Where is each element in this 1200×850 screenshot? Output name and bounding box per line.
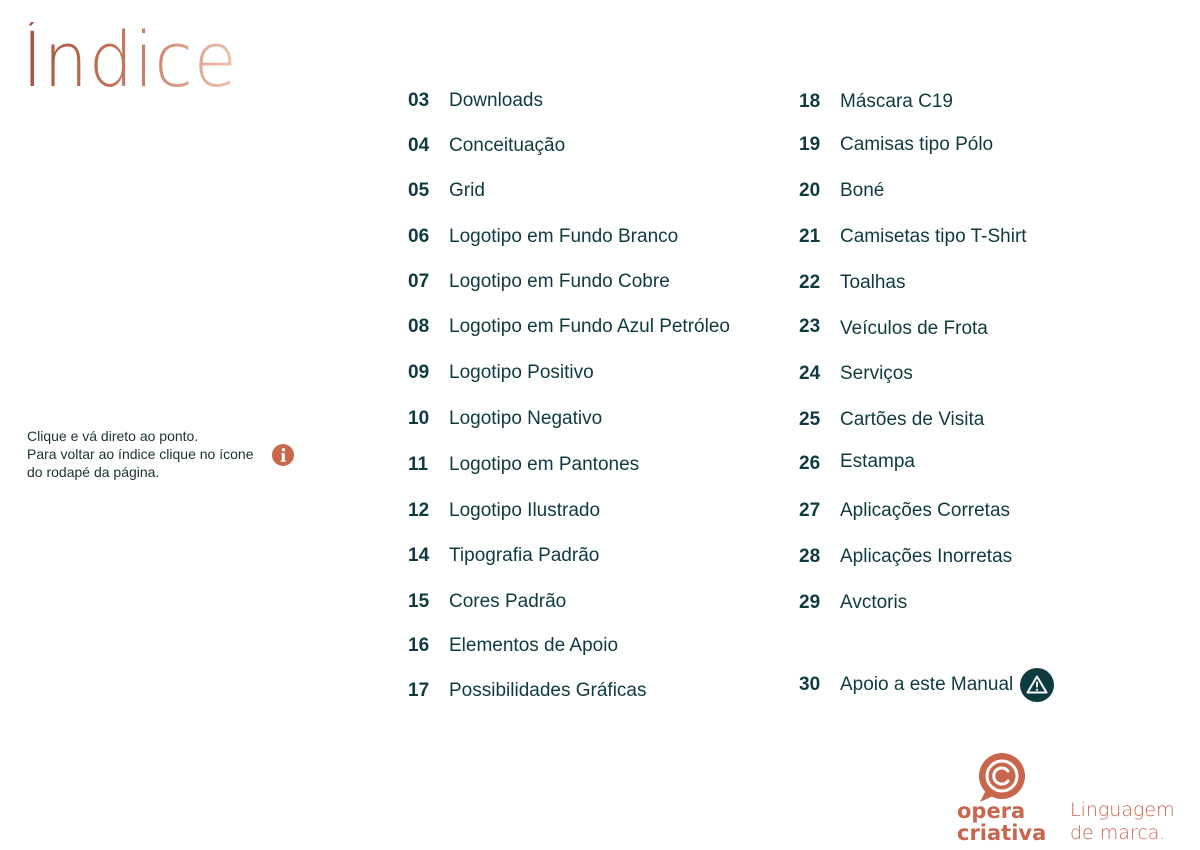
entry-label: Grid <box>449 180 485 201</box>
index-entry[interactable] <box>408 226 678 248</box>
index-entry[interactable] <box>799 272 906 294</box>
index-entry[interactable] <box>408 362 594 384</box>
page-number: 23 <box>799 316 821 337</box>
entry-label: Logotipo em Fundo Azul Petróleo <box>449 316 730 337</box>
page-number: 18 <box>799 91 821 112</box>
page-number: 27 <box>799 500 821 521</box>
page-number: 17 <box>408 680 430 701</box>
index-entry[interactable] <box>799 546 1012 568</box>
index-entry[interactable] <box>799 134 993 156</box>
index-entry[interactable] <box>408 591 566 613</box>
entry-label: Elementos de Apoio <box>449 635 619 656</box>
page-number: 04 <box>408 135 430 156</box>
page-number: 11 <box>408 454 429 475</box>
page-number: 28 <box>799 546 821 567</box>
entry-label: Máscara C19 <box>840 91 953 112</box>
index-entry[interactable] <box>799 180 884 202</box>
note-line-1: Clique e vá direto ao ponto. <box>27 428 199 444</box>
entry-label: Camisetas tipo T-Shirt <box>840 226 1027 247</box>
entry-label: Apoio a este Manual <box>840 674 1014 695</box>
index-entry[interactable] <box>408 408 602 430</box>
entry-label: Logotipo Ilustrado <box>449 500 601 521</box>
entry-label: Downloads <box>449 90 543 111</box>
index-entry[interactable] <box>408 135 565 157</box>
page-number: 29 <box>799 592 821 613</box>
entry-label: Tipografia Padrão <box>449 545 600 566</box>
entry-label: Avctoris <box>840 592 908 613</box>
index-entry[interactable] <box>799 453 915 475</box>
entry-label: Aplicações Corretas <box>840 500 1011 521</box>
page-number: 19 <box>799 134 821 155</box>
page-number: 16 <box>408 635 430 656</box>
page-number: 12 <box>408 500 430 521</box>
tagline-line-1: Linguagem <box>1070 799 1175 821</box>
entry-label: Logotipo em Fundo Branco <box>449 226 679 247</box>
index-entry[interactable] <box>799 316 988 338</box>
page-number: 21 <box>799 226 821 247</box>
note-line-3: do rodapé da página. <box>27 464 160 480</box>
page-number: 05 <box>408 180 430 201</box>
info-icon[interactable] <box>272 444 294 466</box>
index-entry[interactable] <box>799 226 1027 248</box>
index-entry[interactable] <box>408 635 618 657</box>
index-entry[interactable] <box>799 674 1013 696</box>
index-entry[interactable] <box>408 316 730 338</box>
page-number: 30 <box>799 674 821 695</box>
page-number: 15 <box>408 591 430 612</box>
entry-label: Cores Padrão <box>449 591 567 612</box>
page-number: 10 <box>408 408 430 429</box>
page-number: 08 <box>408 316 430 337</box>
brand-line-1: opera <box>957 799 1026 823</box>
entry-label: Logotipo em Fundo Cobre <box>449 271 670 292</box>
navigation-note <box>27 427 253 481</box>
index-entry[interactable] <box>799 592 907 614</box>
page-number: 14 <box>408 545 430 566</box>
index-entry[interactable] <box>408 680 646 702</box>
entry-label: Conceituação <box>449 135 566 156</box>
entry-label: Aplicações Inorretas <box>840 546 1013 567</box>
index-entry[interactable] <box>408 500 600 522</box>
entry-label: Logotipo Negativo <box>449 408 603 429</box>
page-number: 25 <box>799 409 821 430</box>
page-number: 09 <box>408 362 430 383</box>
entry-label: Logotipo Positivo <box>449 362 594 383</box>
opera-criativa-logo-mark <box>975 752 1027 804</box>
page-number: 07 <box>408 271 430 292</box>
tagline-line-2: de marca. <box>1070 822 1166 844</box>
page-number: 26 <box>799 453 821 474</box>
index-entry[interactable] <box>408 90 543 112</box>
entry-label: Logotipo em Pantones <box>449 454 640 475</box>
entry-label: Veículos de Frota <box>840 318 988 339</box>
brand-tagline <box>1070 799 1175 845</box>
entry-label: Possibilidades Gráficas <box>449 680 647 701</box>
page-number: 06 <box>408 226 430 247</box>
index-entry[interactable] <box>408 271 670 293</box>
page-title: Índice <box>22 15 238 104</box>
entry-label: Estampa <box>840 451 915 472</box>
note-line-2: Para voltar ao índice clique no ícone <box>27 446 254 462</box>
index-entry[interactable] <box>408 545 599 567</box>
index-entry[interactable] <box>799 500 1010 522</box>
page-number: 22 <box>799 272 821 293</box>
index-entry[interactable] <box>799 409 984 431</box>
entry-label: Toalhas <box>840 272 906 293</box>
brand-logo-text <box>957 800 1046 844</box>
entry-label: Camisas tipo Pólo <box>840 134 994 155</box>
warning-icon[interactable] <box>1020 668 1054 702</box>
entry-label: Cartões de Visita <box>840 409 985 430</box>
page-number: 20 <box>799 180 821 201</box>
entry-label: Boné <box>840 180 885 201</box>
index-entry[interactable] <box>799 91 953 113</box>
page-number: 24 <box>799 363 821 384</box>
index-entry[interactable] <box>408 180 485 202</box>
brand-line-2: criativa <box>957 821 1047 845</box>
entry-label: Serviços <box>840 363 913 384</box>
index-entry[interactable] <box>408 454 639 476</box>
page-number: 03 <box>408 90 430 111</box>
index-entry[interactable] <box>799 363 913 385</box>
